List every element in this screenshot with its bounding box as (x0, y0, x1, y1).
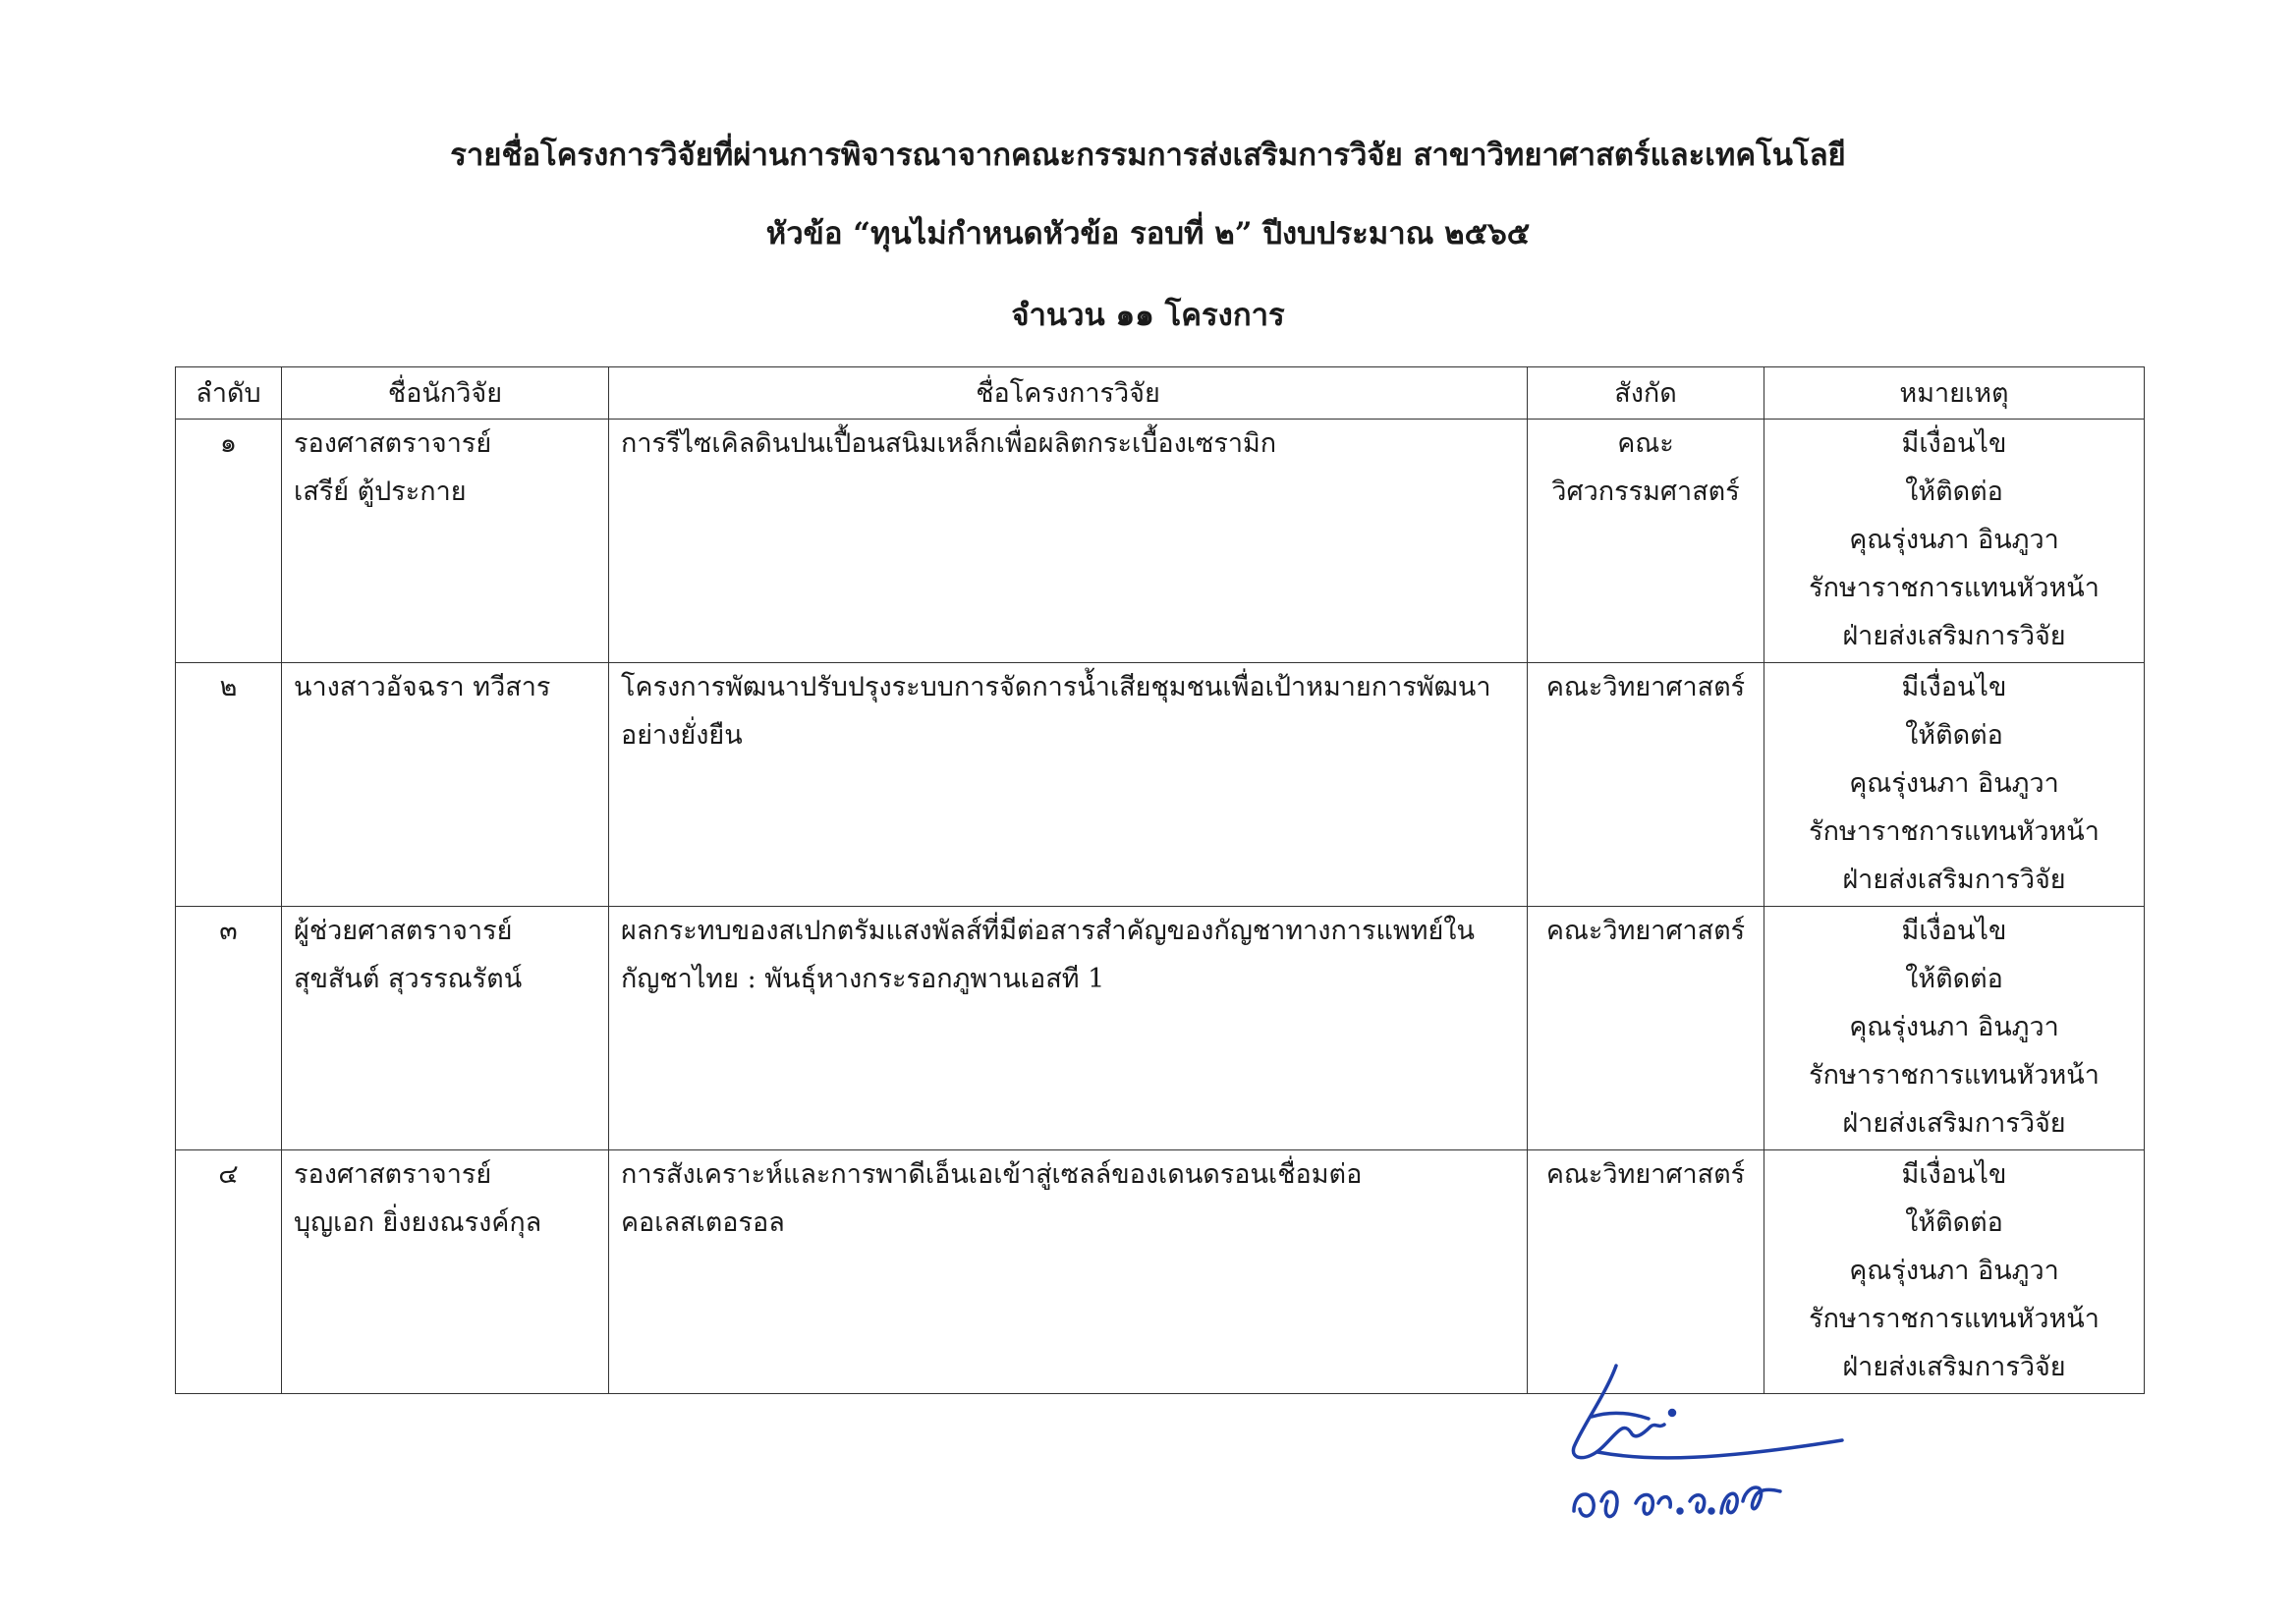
affiliation (1528, 907, 1764, 1150)
researcher-fullname: สุขสันต์ สุวรรณรัตน์ (294, 964, 523, 994)
column-header-project: ชื่อโครงการวิจัย (609, 367, 1528, 420)
researcher-name (282, 1150, 609, 1394)
researcher-title: รองศาสตราจารย์ (294, 428, 492, 459)
researcher-title: ผู้ช่วยศาสตราจารย์ (294, 916, 513, 946)
row-number: ๒ (176, 663, 282, 907)
row-number: ๔ (176, 1150, 282, 1394)
project-title-text: การรีไซเคิลดินปนเปื้อนสนิมเหล็กเพื่อผลิตกระเบื้องเซรามิก (621, 428, 1277, 459)
column-header-no: ลำดับ (176, 367, 282, 420)
remark-line: มีเงื่อนไข (1901, 428, 2007, 459)
remark-line: รักษาราชการแทนหัวหน้า (1809, 816, 2100, 847)
affiliation-line: คณะวิทยาศาสตร์ (1545, 916, 1746, 946)
project-title (609, 907, 1528, 1150)
remark-line: ให้ติดต่อ (1905, 1207, 2003, 1238)
remark-line: ฝ่ายส่งเสริมการวิจัย (1842, 865, 2066, 895)
remark (1764, 907, 2145, 1150)
column-header-affiliation: สังกัด (1528, 367, 1764, 420)
remark (1764, 663, 2145, 907)
researcher-name (282, 420, 609, 663)
handwritten-signature (1562, 1354, 1857, 1550)
researcher-fullname: เสรีย์ ตู้ประกาย (294, 476, 467, 507)
table-row (176, 420, 2145, 663)
column-header-note: หมายเหตุ (1764, 367, 2145, 420)
table-row (176, 907, 2145, 1150)
affiliation-line: คณะวิทยาศาสตร์ (1545, 672, 1746, 702)
projects-table (175, 366, 2145, 1394)
affiliation (1528, 420, 1764, 663)
row-number: ๓ (176, 907, 282, 1150)
table-row (176, 663, 2145, 907)
affiliation-line: คณะ (1617, 428, 1674, 459)
researcher-fullname: นางสาวอัจฉรา ทวีสาร (294, 672, 551, 702)
remark-line: รักษาราชการแทนหัวหน้า (1809, 1060, 2100, 1091)
remark-line: ให้ติดต่อ (1905, 964, 2003, 994)
remark-line: ฝ่ายส่งเสริมการวิจัย (1842, 1352, 2066, 1382)
remark-line: ฝ่ายส่งเสริมการวิจัย (1842, 1108, 2066, 1139)
remark-line: ฝ่ายส่งเสริมการวิจัย (1842, 621, 2066, 651)
remark-line: มีเงื่อนไข (1901, 672, 2007, 702)
remark-line: คุณรุ่งนภา อินภูวา (1849, 1012, 2059, 1042)
affiliation-line: วิศวกรรมศาสตร์ (1551, 476, 1740, 507)
project-title-text: โครงการพัฒนาปรับปรุงระบบการจัดการน้ำเสียชุมชนเพื่อเป้าหมายการพัฒนาอย่างยั่งยืน (621, 672, 1491, 751)
affiliation (1528, 663, 1764, 907)
affiliation-line: คณะวิทยาศาสตร์ (1545, 1159, 1746, 1190)
project-title-text: ผลกระทบของสเปกตรัมแสงพัลส์ที่มีต่อสารสำคัญของกัญชาทางการแพทย์ในกัญชาไทย : พันธุ์หางกระรอกภูพานเอสที 1 (621, 916, 1475, 994)
table-header-row (176, 367, 2145, 420)
remark-line: คุณรุ่งนภา อินภูวา (1849, 525, 2059, 555)
signature-ink (1573, 1366, 1842, 1517)
project-title (609, 420, 1528, 663)
researcher-fullname: บุญเอก ยิ่งยงณรงค์กุล (294, 1207, 542, 1238)
researcher-name (282, 663, 609, 907)
page-subtitle: หัวข้อ “ทุนไม่กำหนดหัวข้อ รอบที่ ๒” ปีงบประมาณ ๒๕๖๕ (765, 216, 1531, 252)
remark-line: คุณรุ่งนภา อินภูวา (1849, 1256, 2059, 1286)
column-header-researcher: ชื่อนักวิจัย (282, 367, 609, 420)
remark-line: รักษาราชการแทนหัวหน้า (1809, 573, 2100, 603)
project-title-text: การสังเคราะห์และการพาดีเอ็นเอเข้าสู่เซลล์ของเดนดรอนเชื่อมต่อคอเลสเตอรอล (621, 1159, 1363, 1238)
project-count: จำนวน ๑๑ โครงการ (1011, 298, 1285, 333)
remark-line: รักษาราชการแทนหัวหน้า (1809, 1304, 2100, 1334)
remark (1764, 420, 2145, 663)
researcher-name (282, 907, 609, 1150)
researcher-title: รองศาสตราจารย์ (294, 1159, 492, 1190)
remark-line: ให้ติดต่อ (1905, 476, 2003, 507)
remark-line: มีเงื่อนไข (1901, 916, 2007, 946)
remark-line: มีเงื่อนไข (1901, 1159, 2007, 1190)
project-title (609, 663, 1528, 907)
row-number: ๑ (176, 420, 282, 663)
remark-line: คุณรุ่งนภา อินภูวา (1849, 768, 2059, 799)
remark-line: ให้ติดต่อ (1905, 720, 2003, 751)
page-title: รายชื่อโครงการวิจัยที่ผ่านการพิจารณาจากคณะกรรมการส่งเสริมการวิจัย สาขาวิทยาศาสตร์และเทคโนโลยี (450, 138, 1846, 173)
project-title (609, 1150, 1528, 1394)
